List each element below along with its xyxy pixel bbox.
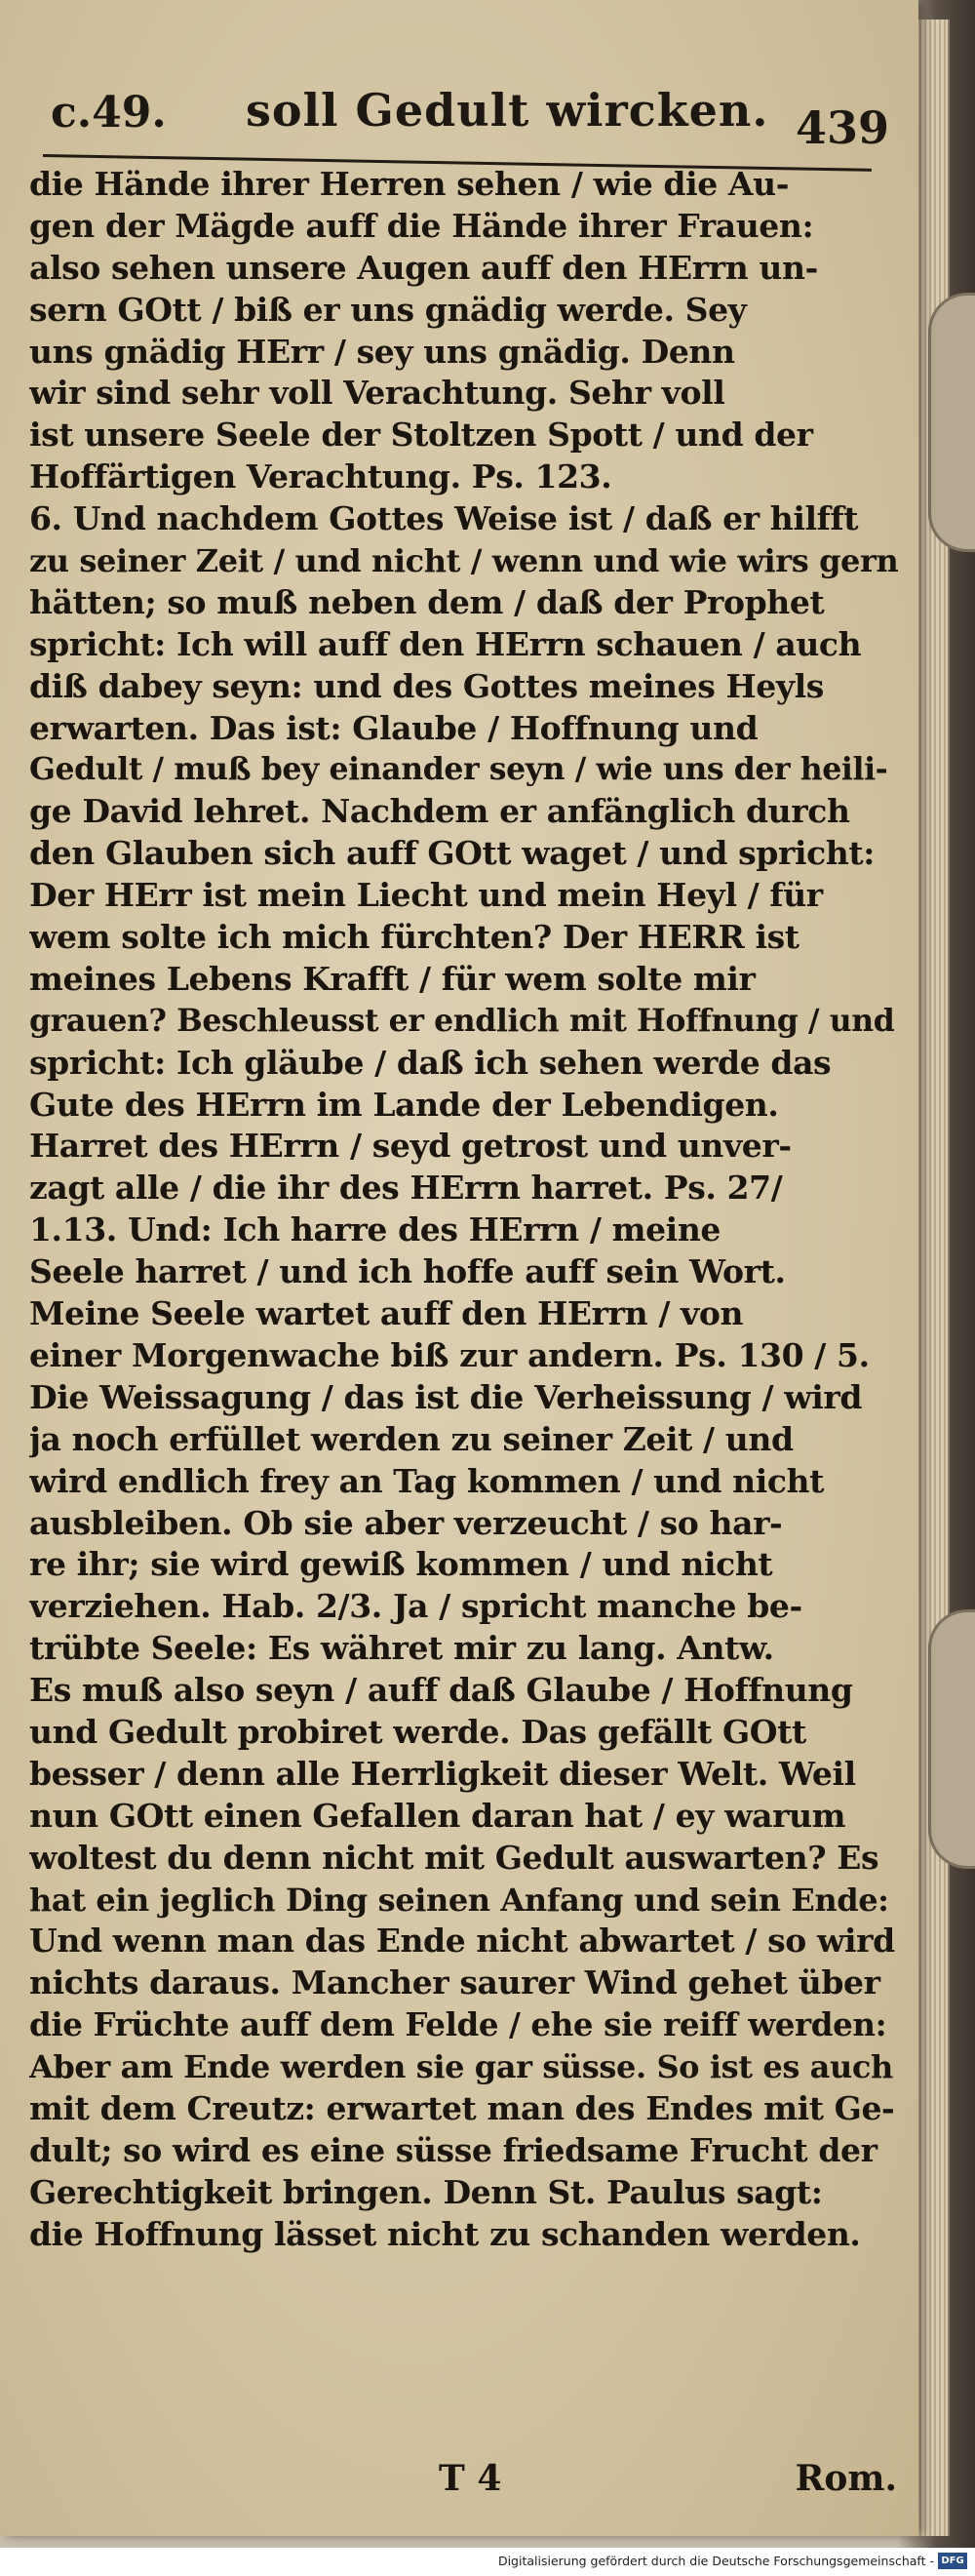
text-line: Gerechtigkeit bringen. Denn St. Paulus sagt: <box>29 2172 823 2211</box>
dfg-logo: DFG <box>938 2553 967 2569</box>
page-footer <box>29 2458 897 2507</box>
text-line: ausbleiben. Ob sie aber verzeucht / so har- <box>29 1503 783 1542</box>
text-line: hat ein jeglich Ding seinen Anfang und sein Ende: <box>29 1881 889 1919</box>
text-line: Aber am Ende werden sie gar süsse. So ist es auch <box>29 2048 893 2086</box>
text-line: grauen? Beschleusst er endlich mit Hoffnung / und <box>29 1002 895 1039</box>
text-line: sern GOtt / biß er uns gnädig werde. Sey <box>29 290 747 329</box>
text-line: ge David lehret. Nachdem er anfänglich durch <box>29 792 850 831</box>
text-line: Gedult / muß bey einander seyn / wie uns der heili- <box>29 751 888 788</box>
text-line: Meine Seele wartet auff den HErrn / von <box>29 1294 744 1333</box>
text-line: Es muß also seyn / auff daß Glaube / Hoffnung <box>29 1671 853 1710</box>
clasp-bottom <box>928 1609 975 1869</box>
body-text <box>29 164 899 2256</box>
text-line: erwarten. Das ist: Glaube / Hoffnung und <box>29 708 759 747</box>
text-line: Harret des HErrn / seyd getrost und unver- <box>29 1127 792 1166</box>
text-line: spricht: Ich gläube / daß ich sehen werde das <box>29 1043 832 1082</box>
catchword: Rom. <box>795 2458 897 2499</box>
text-line: 6. Und nachdem Gottes Weise ist / daß er hilfft <box>29 499 859 538</box>
text-line: diß dabey seyn: und des Gottes meines Heyls <box>29 666 824 705</box>
text-line: wird endlich frey an Tag kommen / und nicht <box>29 1461 824 1500</box>
text-line: und Gedult probiret werde. Das gefällt GOtt <box>29 1712 806 1751</box>
text-line: uns gnädig HErr / sey uns gnädig. Denn <box>29 332 735 371</box>
text-line: Die Weissagung / das ist die Verheissung / wird <box>29 1377 863 1416</box>
text-line: 1.13. Und: Ich harre des HErrn / meine <box>29 1210 722 1249</box>
page-number: 439 <box>795 101 889 154</box>
text-line: einer Morgenwache biß zur andern. Ps. 130 / 5. <box>29 1335 870 1374</box>
text-line: die Früchte auff dem Felde / ehe sie reiff werden: <box>29 2005 887 2044</box>
signature-mark: T 4 <box>439 2458 502 2499</box>
text-line: Gute des HErrn im Lande der Lebendigen. <box>29 1085 779 1124</box>
text-line: die Hände ihrer Herren sehen / wie die Au- <box>29 165 790 203</box>
text-line: besser / denn alle Herrligkeit dieser Welt. Weil <box>29 1754 856 1793</box>
text-line: ist unsere Seele der Stoltzen Spott / und der <box>29 416 813 455</box>
text-line: Der HErr ist mein Liecht und mein Heyl / für <box>29 876 823 915</box>
text-line: den Glauben sich auff GOtt waget / und spricht: <box>29 834 876 873</box>
text-line: also sehen unsere Augen auff den HErrn un- <box>29 248 818 287</box>
text-line: verziehen. Hab. 2/3. Ja / spricht manche be- <box>29 1587 802 1626</box>
text-line: wir sind sehr voll Verachtung. Sehr voll <box>29 374 725 413</box>
clasp-top <box>928 293 975 552</box>
text-line: Seele harret / und ich hoffe auff sein Wort. <box>29 1252 786 1291</box>
running-title: soll Gedult wircken. <box>246 84 769 137</box>
text-line: Und wenn man das Ende nicht abwartet / so wird <box>29 1922 895 1961</box>
chapter-reference: c.49. <box>51 88 167 138</box>
text-line: nun GOtt einen Gefallen daran hat / ey warum <box>29 1796 846 1835</box>
digitization-credit-bar <box>0 2548 975 2576</box>
text-line: gen der Mägde auff die Hände ihrer Frauen: <box>29 206 814 245</box>
text-line: Hoffärtigen Verachtung. Ps. 123. <box>29 457 612 496</box>
text-line: zagt alle / die ihr des HErrn harret. Ps. 27/ <box>29 1169 783 1208</box>
text-line: dult; so wird es eine süsse friedsame Frucht der <box>29 2130 878 2169</box>
text-line: re ihr; sie wird gewiß kommen / und nicht <box>29 1545 773 1584</box>
text-line: mit dem Creutz: erwartet man des Endes mit Ge- <box>29 2088 895 2127</box>
text-line: ja noch erfüllet werden zu seiner Zeit / und <box>29 1419 794 1458</box>
text-line: hätten; so muß neben dem / daß der Prophet <box>29 582 825 621</box>
text-line: trübte Seele: Es währet mir zu lang. Antw. <box>29 1629 774 1668</box>
text-line: zu seiner Zeit / und nicht / wenn und wie wirs gern <box>29 542 899 580</box>
text-line: wem solte ich mich fürchten? Der HERR ist <box>29 918 800 957</box>
text-line: spricht: Ich will auff den HErrn schauen / auch <box>29 624 862 663</box>
text-line: nichts daraus. Mancher saurer Wind gehet über <box>29 1963 880 2002</box>
text-line: die Hoffnung lässet nicht zu schanden werden. <box>29 2214 861 2253</box>
credit-text: Digitalisierung gefördert durch die Deutsche Forschungsgemeinschaft - <box>497 2554 934 2568</box>
running-header <box>51 80 889 154</box>
text-line: meines Lebens Krafft / für wem solte mir <box>29 959 756 998</box>
text-line: woltest du denn nicht mit Gedult auswarten? Es <box>29 1838 879 1877</box>
